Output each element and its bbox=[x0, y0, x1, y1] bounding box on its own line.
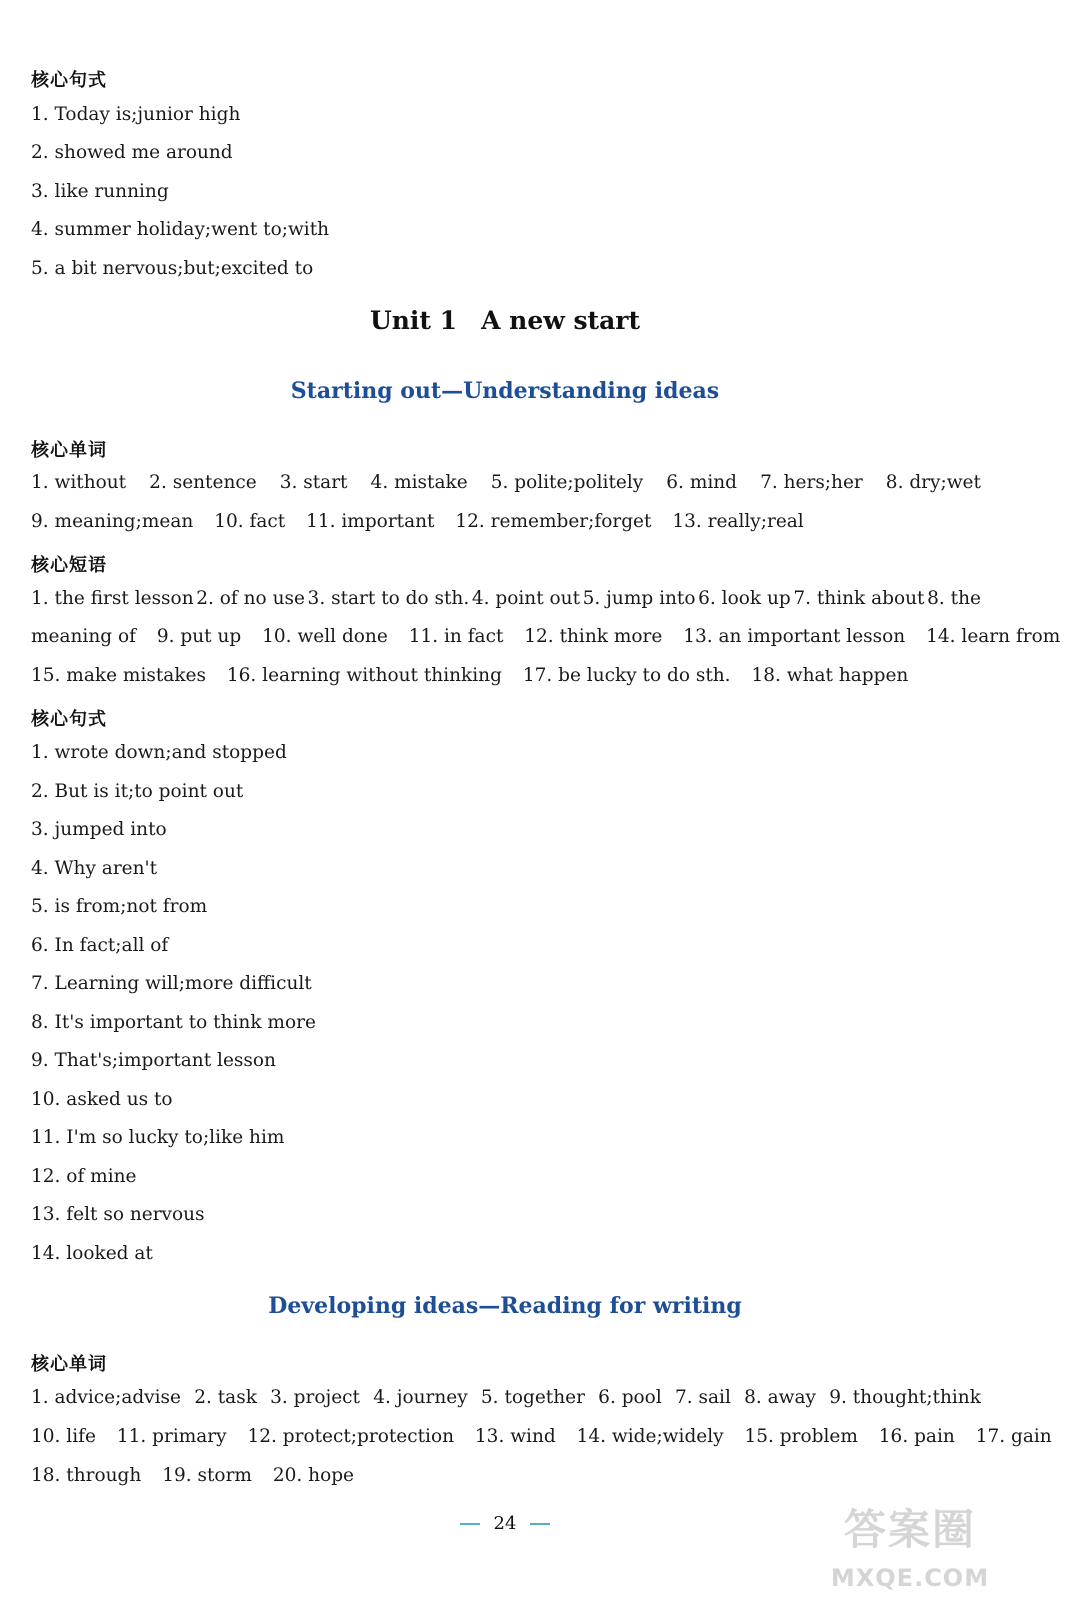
phrase-item: 18. what happen bbox=[751, 665, 909, 686]
watermark-text-top: 答案圈 bbox=[843, 1505, 976, 1554]
word-item: 10. fact bbox=[214, 511, 286, 532]
sentence-item: 4. Why aren't bbox=[31, 858, 158, 879]
phrase-item: 3. start to do sth. bbox=[307, 588, 470, 609]
sentence-item: 3. like running bbox=[31, 181, 169, 202]
word-item: 5. polite;politely bbox=[490, 472, 644, 493]
sentence-item: 14. looked at bbox=[31, 1243, 153, 1264]
word-item: 3. start bbox=[279, 472, 348, 493]
phrase-item: 1. the first lesson bbox=[31, 588, 194, 609]
word-item: 17. gain bbox=[975, 1426, 1052, 1447]
word-item: 7. hers;her bbox=[760, 472, 863, 493]
section-label: 核心单词 bbox=[31, 1354, 107, 1375]
phrase-item: 13. an important lesson bbox=[683, 626, 906, 647]
sentence-item: 2. showed me around bbox=[31, 142, 233, 163]
page-number-dash-right bbox=[530, 1523, 550, 1525]
phrase-item: 17. be lucky to do sth. bbox=[522, 665, 731, 686]
sentence-item: 13. felt so nervous bbox=[31, 1204, 205, 1225]
sentence-item: 1. Today is;junior high bbox=[31, 104, 241, 125]
sentence-item: 5. is from;not from bbox=[31, 896, 208, 917]
phrase-item: 2. of no use bbox=[196, 588, 305, 609]
word-item: 20. hope bbox=[272, 1465, 355, 1486]
word-row bbox=[31, 1387, 981, 1408]
section-label: 核心单词 bbox=[31, 440, 107, 461]
section-label: 核心句式 bbox=[31, 70, 107, 91]
word-item: 10. life bbox=[31, 1426, 96, 1447]
section-label: 核心句式 bbox=[31, 709, 107, 730]
word-item: 1. without bbox=[31, 472, 127, 493]
sentence-item: 7. Learning will;more difficult bbox=[31, 973, 312, 994]
word-item: 8. dry;wet bbox=[885, 472, 981, 493]
word-item: 11. primary bbox=[116, 1426, 227, 1447]
word-item: 12. protect;protection bbox=[247, 1426, 455, 1447]
page-number-text: 24 bbox=[493, 1513, 517, 1534]
word-item: 4. mistake bbox=[370, 472, 468, 493]
phrase-item: 6. look up bbox=[698, 588, 791, 609]
word-item: 6. mind bbox=[666, 472, 738, 493]
phrase-row bbox=[31, 588, 981, 609]
phrase-item: 11. in fact bbox=[408, 626, 504, 647]
phrase-item: 4. point out bbox=[471, 588, 581, 609]
phrase-item: 8. the bbox=[927, 588, 981, 609]
sentence-item: 8. It's important to think more bbox=[31, 1012, 316, 1033]
phrase-item: 9. put up bbox=[156, 626, 242, 647]
section-title: Developing ideas—Reading for writing bbox=[268, 1293, 742, 1319]
word-item: 9. meaning;mean bbox=[31, 511, 194, 532]
sentence-item: 3. jumped into bbox=[31, 819, 167, 840]
sentence-item: 11. I'm so lucky to;like him bbox=[31, 1127, 285, 1148]
phrase-item: 5. jump into bbox=[582, 588, 696, 609]
word-item: 19. storm bbox=[162, 1465, 252, 1486]
phrase-row bbox=[31, 626, 1061, 647]
phrase-row bbox=[31, 665, 981, 686]
sentence-item: 6. In fact;all of bbox=[31, 935, 169, 956]
unit-name: A new start bbox=[481, 306, 641, 335]
word-item: 3. project bbox=[270, 1387, 360, 1408]
phrase-item: meaning of bbox=[31, 626, 136, 647]
sentence-item: 9. That's;important lesson bbox=[31, 1050, 276, 1071]
word-item: 14. wide;widely bbox=[576, 1426, 724, 1447]
word-item: 4. journey bbox=[373, 1387, 468, 1408]
word-item: 9. thought;think bbox=[829, 1387, 981, 1408]
unit-number: Unit 1 bbox=[369, 306, 458, 335]
sentence-item: 2. But is it;to point out bbox=[31, 781, 244, 802]
unit-title bbox=[0, 306, 1010, 335]
word-item: 5. together bbox=[480, 1387, 585, 1408]
phrase-item: 14. learn from bbox=[926, 626, 1061, 647]
word-item: 2. sentence bbox=[149, 472, 257, 493]
word-item: 6. pool bbox=[598, 1387, 662, 1408]
word-item: 13. wind bbox=[474, 1426, 556, 1447]
sentence-item: 4. summer holiday;went to;with bbox=[31, 219, 330, 240]
word-item: 1. advice;advise bbox=[31, 1387, 181, 1408]
phrase-item: 15. make mistakes bbox=[31, 665, 206, 686]
section-title: Starting out—Understanding ideas bbox=[290, 378, 720, 404]
word-item: 18. through bbox=[31, 1465, 142, 1486]
word-item: 2. task bbox=[194, 1387, 257, 1408]
phrase-item: 10. well done bbox=[262, 626, 388, 647]
word-item: 15. problem bbox=[744, 1426, 858, 1447]
word-item: 7. sail bbox=[674, 1387, 731, 1408]
word-row bbox=[31, 1426, 1052, 1447]
word-row bbox=[31, 472, 981, 493]
phrase-item: 16. learning without thinking bbox=[226, 665, 502, 686]
phrase-item: 7. think about bbox=[793, 588, 925, 609]
word-item: 8. away bbox=[744, 1387, 816, 1408]
watermark-text-bottom: MXQE.COM bbox=[830, 1564, 990, 1592]
word-item: 13. really;real bbox=[672, 511, 804, 532]
sentence-item: 5. a bit nervous;but;excited to bbox=[31, 258, 314, 279]
word-row bbox=[31, 511, 981, 532]
watermark-logo bbox=[820, 1497, 1000, 1592]
phrase-item: 12. think more bbox=[524, 626, 663, 647]
sentence-item: 10. asked us to bbox=[31, 1089, 173, 1110]
page-number-dash-left bbox=[460, 1523, 480, 1525]
word-item: 16. pain bbox=[878, 1426, 955, 1447]
word-row bbox=[31, 1465, 981, 1486]
word-item: 11. important bbox=[306, 511, 435, 532]
sentence-item: 1. wrote down;and stopped bbox=[31, 742, 287, 763]
section-label: 核心短语 bbox=[31, 555, 107, 576]
word-item: 12. remember;forget bbox=[455, 511, 652, 532]
sentence-item: 12. of mine bbox=[31, 1166, 137, 1187]
